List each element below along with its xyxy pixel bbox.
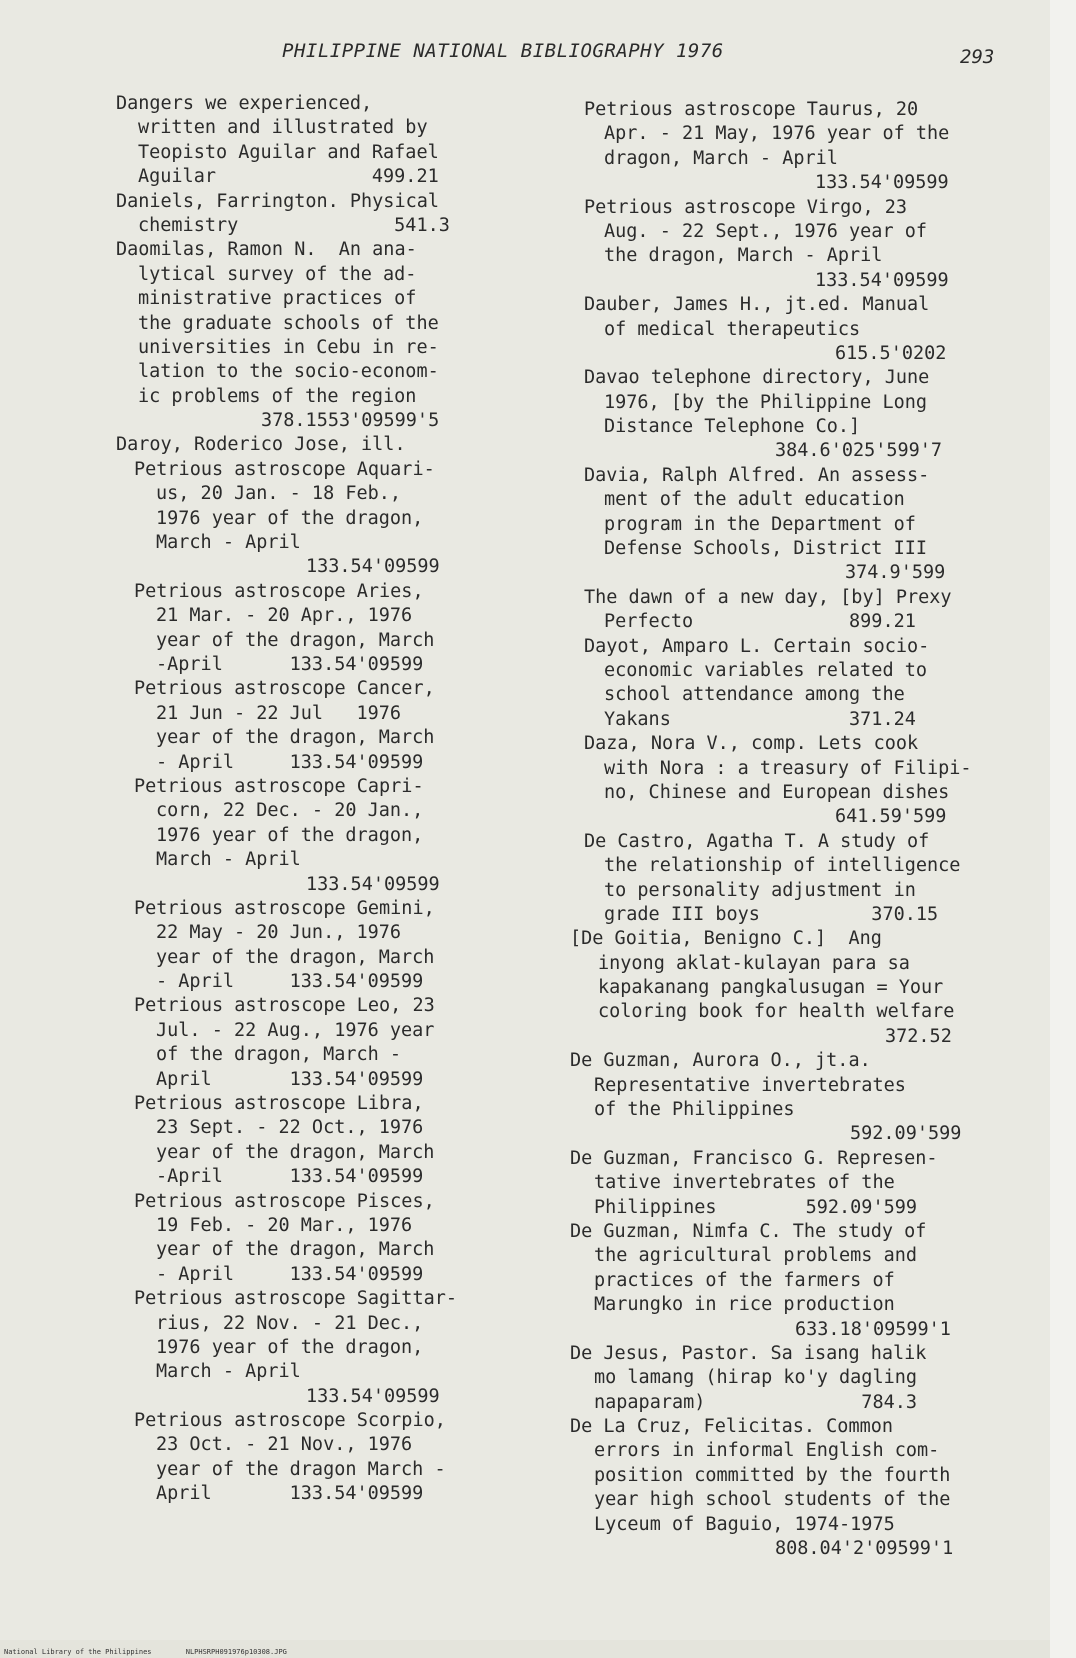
entry-line: 378.1553'09599'5 (261, 410, 440, 432)
bibliography-entry (116, 677, 466, 775)
entry-line: 808.04'2'09599'1 (775, 1538, 954, 1560)
bibliography-entry (116, 92, 466, 190)
entry-line: De Guzman, Aurora O., jt.a. (570, 1050, 871, 1072)
entry-line: the graduate schools of the (138, 312, 439, 334)
entry-line: 372.52 (885, 1025, 952, 1047)
entry-line: no, Chinese and European dishes (604, 781, 950, 803)
entry-line: year of the dragon, March (156, 629, 435, 651)
entry-line: 133.54'09599 (306, 556, 440, 578)
entry-line: napaparam) 784.3 (594, 1391, 918, 1413)
entry-line: 1976 year of the dragon, (156, 824, 424, 846)
entry-line: lation to the socio-econom- (138, 361, 439, 383)
entry-line: position committed by the fourth (594, 1464, 951, 1486)
bibliography-entry (570, 196, 1005, 294)
entry-line: the agricultural problems and (594, 1245, 918, 1267)
entry-line: year high school students of the (594, 1489, 951, 1511)
entry-line: De Jesus, Pastor. Sa isang halik (570, 1342, 927, 1364)
entry-line: grade III boys 370.15 (604, 903, 939, 925)
entry-line: Dayot, Amparo L. Certain socio- (584, 635, 930, 657)
entry-line: March - April (156, 849, 301, 871)
entry-line: Dangers we experienced, (116, 93, 373, 114)
entry-line: -April 133.54'09599 (156, 1166, 424, 1188)
entry-line: ministrative practices of (138, 288, 417, 310)
entry-line: Aug. - 22 Sept., 1976 year of (604, 220, 928, 242)
bibliography-entry (570, 1147, 1005, 1220)
entry-line: year of the dragon March - (156, 1458, 446, 1480)
bibliography-entry (116, 775, 466, 897)
bibliography-entry (570, 732, 1005, 830)
entry-line: us, 20 Jan. - 18 Feb., (156, 483, 402, 505)
entry-line: 592.09'599 (850, 1123, 962, 1145)
bibliography-entry (116, 1092, 466, 1190)
entry-line: Petrious astroscope Virgo, 23 (584, 196, 908, 218)
entry-line: kapakanang pangkalusugan = Your (598, 977, 944, 999)
entry-line: 133.54'09599 (815, 269, 949, 291)
entry-line: of medical therapeutics (604, 318, 861, 340)
entry-line: corn, 22 Dec. - 20 Jan., (156, 800, 424, 822)
entry-line: rius, 22 Nov. - 21 Dec., (156, 1312, 424, 1334)
entry-line: Defense Schools, District III (604, 538, 928, 560)
bibliography-entry (570, 1342, 1005, 1415)
entry-line: Petrious astroscope Scorpio, (134, 1410, 446, 1432)
entry-line: practices of the farmers of (594, 1269, 895, 1291)
bibliography-entry (570, 635, 1005, 733)
entry-line: April 133.54'09599 (156, 1068, 424, 1090)
page-number: 293 (960, 46, 995, 68)
entry-line: coloring book for health welfare (598, 1001, 955, 1023)
entry-line: Petrious astroscope Pisces, (134, 1190, 435, 1212)
entry-line: 133.54'09599 (306, 1385, 440, 1407)
entry-line: Aguilar 499.21 (138, 166, 439, 188)
entry-line: - April 133.54'09599 (156, 971, 424, 993)
bibliography-entry (116, 1409, 466, 1507)
entry-line: year of the dragon, March (156, 727, 435, 749)
entry-line: Marungko in rice production (594, 1294, 895, 1316)
entry-line: 1976 year of the dragon, (156, 1336, 424, 1358)
entry-line: 19 Feb. - 20 Mar., 1976 (156, 1214, 413, 1236)
entry-line: -April 133.54'09599 (156, 653, 424, 675)
entry-line: 23 Sept. - 22 Oct., 1976 (156, 1117, 424, 1139)
bibliography-entry (116, 433, 466, 579)
entry-line: 23 Oct. - 21 Nov., 1976 (156, 1434, 413, 1456)
bibliography-entry (116, 897, 466, 995)
entry-line: school attendance among the (604, 684, 905, 706)
entry-line: Davia, Ralph Alfred. An assess- (584, 464, 930, 486)
entry-line: chemistry 541.3 (138, 214, 450, 236)
entry-line: - April 133.54'09599 (156, 1263, 424, 1285)
bibliography-entry (570, 464, 1005, 586)
entry-line: 1976, [by the Philippine Long (604, 391, 928, 413)
bibliography-entry (570, 1415, 1005, 1561)
entry-line: Petrious astroscope Aquari- (134, 458, 435, 480)
entry-line: the dragon, March - April (604, 245, 883, 267)
entry-line: Lyceum of Baguio, 1974-1975 (594, 1513, 895, 1535)
entry-line: Petrious astroscope Taurus, 20 (584, 99, 919, 120)
page-edge (1050, 0, 1076, 1658)
entry-line: Perfecto 899.21 (604, 611, 916, 633)
entry-line: 641.59'599 (835, 806, 947, 828)
entry-line: 22 May - 20 Jun., 1976 (156, 922, 402, 944)
entry-line: mo lamang (hirap ko'y dagling (594, 1367, 918, 1389)
entry-line: 1976 year of the dragon, (156, 507, 424, 529)
bibliography-entry (570, 98, 1005, 196)
entry-line: Yakans 371.24 (604, 708, 916, 730)
scan-footer (4, 1648, 317, 1656)
left-column (116, 92, 466, 1507)
entry-line: Daroy, Roderico Jose, ill. (116, 434, 406, 456)
running-header: PHILIPPINE NATIONAL BIBLIOGRAPHY 1976 (282, 40, 724, 62)
entry-line: to personality adjustment in (604, 879, 916, 901)
bibliography-entry (116, 190, 466, 239)
entry-line: Petrious astroscope Cancer, (134, 678, 435, 700)
entry-line: year of the dragon, March (156, 946, 435, 968)
bibliography-entry (570, 1220, 1005, 1342)
entry-line: Daza, Nora V., comp. Lets cook (584, 733, 919, 755)
bibliography-entry (570, 293, 1005, 366)
footer-source: National Library of the Philippines (4, 1648, 152, 1656)
bibliography-entry (116, 994, 466, 1092)
entry-line: year of the dragon, March (156, 1239, 435, 1261)
entry-line: 21 Mar. - 20 Apr., 1976 (156, 605, 413, 627)
right-column (570, 98, 1005, 1561)
entry-line: Jul. - 22 Aug., 1976 year (156, 1019, 435, 1041)
bibliography-entry (570, 586, 1005, 635)
entry-line: ment of the adult education (604, 489, 905, 511)
entry-line: economic variables related to (604, 659, 928, 681)
entry-line: Dauber, James H., jt.ed. Manual (584, 294, 930, 316)
entry-line: Teopisto Aguilar and Rafael (138, 141, 439, 163)
bibliography-entry (570, 830, 1005, 928)
entry-line: 133.54'09599 (815, 172, 949, 194)
entry-line: 374.9'599 (845, 562, 946, 584)
entry-line: 133.54'09599 (306, 873, 440, 895)
bibliography-entry (116, 1287, 466, 1409)
entry-line: 21 Jun - 22 Jul 1976 (156, 702, 402, 724)
entry-line: of the Philippines (594, 1099, 795, 1121)
entry-line: Davao telephone directory, June (584, 367, 930, 389)
entry-line: March - April (156, 1361, 301, 1383)
entry-line: ic problems of the region (138, 385, 417, 407)
entry-line: year of the dragon, March (156, 1141, 435, 1163)
entry-line: inyong aklat-kulayan para sa (598, 952, 910, 974)
footer-file: NLPHSRPH091976p10308.JPG (185, 1648, 287, 1656)
entry-line: 384.6'025'599'7 (775, 440, 943, 462)
entry-line: universities in Cebu in re- (138, 336, 439, 358)
entry-line: [De Goitia, Benigno C.] Ang (570, 928, 882, 950)
entry-line: De Castro, Agatha T. A study of (584, 830, 930, 852)
bibliography-entry (116, 238, 466, 433)
entry-line: lytical survey of the ad- (138, 263, 417, 285)
entry-line: De Guzman, Francisco G. Represen- (570, 1147, 938, 1169)
entry-line: The dawn of a new day, [by] Prexy (584, 586, 952, 608)
entry-line: written and illustrated by (138, 117, 428, 139)
entry-line: Distance Telephone Co.] (604, 416, 861, 438)
entry-line: program in the Department of (604, 513, 916, 535)
entry-line: of the dragon, March - (156, 1044, 402, 1066)
entry-line: Petrious astroscope Aries, (134, 580, 424, 602)
bibliography-entry (116, 580, 466, 678)
entry-line: Petrious astroscope Leo, 23 (134, 995, 435, 1017)
entry-line: Petrious astroscope Libra, (134, 1093, 424, 1115)
entry-line: with Nora : a treasury of Filipi- (604, 757, 972, 779)
entry-line: Petrious astroscope Gemini, (134, 897, 435, 919)
entry-line: 633.18'09599'1 (795, 1318, 951, 1340)
entry-line: De La Cruz, Felicitas. Common (570, 1416, 894, 1438)
entry-line: Daniels, Farrington. Physical (116, 190, 440, 212)
entry-line: - April 133.54'09599 (156, 751, 424, 773)
entry-line: Philippines 592.09'599 (594, 1196, 918, 1218)
entry-line: tative invertebrates of the (594, 1172, 895, 1194)
entry-line: the relationship of intelligence (604, 855, 961, 877)
entry-line: April 133.54'09599 (156, 1483, 424, 1505)
entry-line: Petrious astroscope Sagittar- (134, 1288, 458, 1310)
bibliography-entry (570, 927, 1005, 1049)
entry-line: March - April (156, 532, 301, 554)
bibliography-entry (116, 1190, 466, 1288)
bibliography-entry (570, 1049, 1005, 1147)
entry-line: De Guzman, Nimfa C. The study of (570, 1220, 927, 1242)
entry-line: errors in informal English com- (594, 1440, 940, 1462)
entry-line: Apr. - 21 May, 1976 year of the (604, 123, 950, 145)
entry-line: dragon, March - April (604, 147, 838, 169)
entry-line: 615.5'0202 (835, 342, 947, 364)
entry-line: Daomilas, Ramon N. An ana- (116, 239, 417, 261)
bibliography-entry (570, 366, 1005, 464)
entry-line: Representative invertebrates (594, 1074, 906, 1096)
entry-line: Petrious astroscope Capri- (134, 775, 424, 797)
